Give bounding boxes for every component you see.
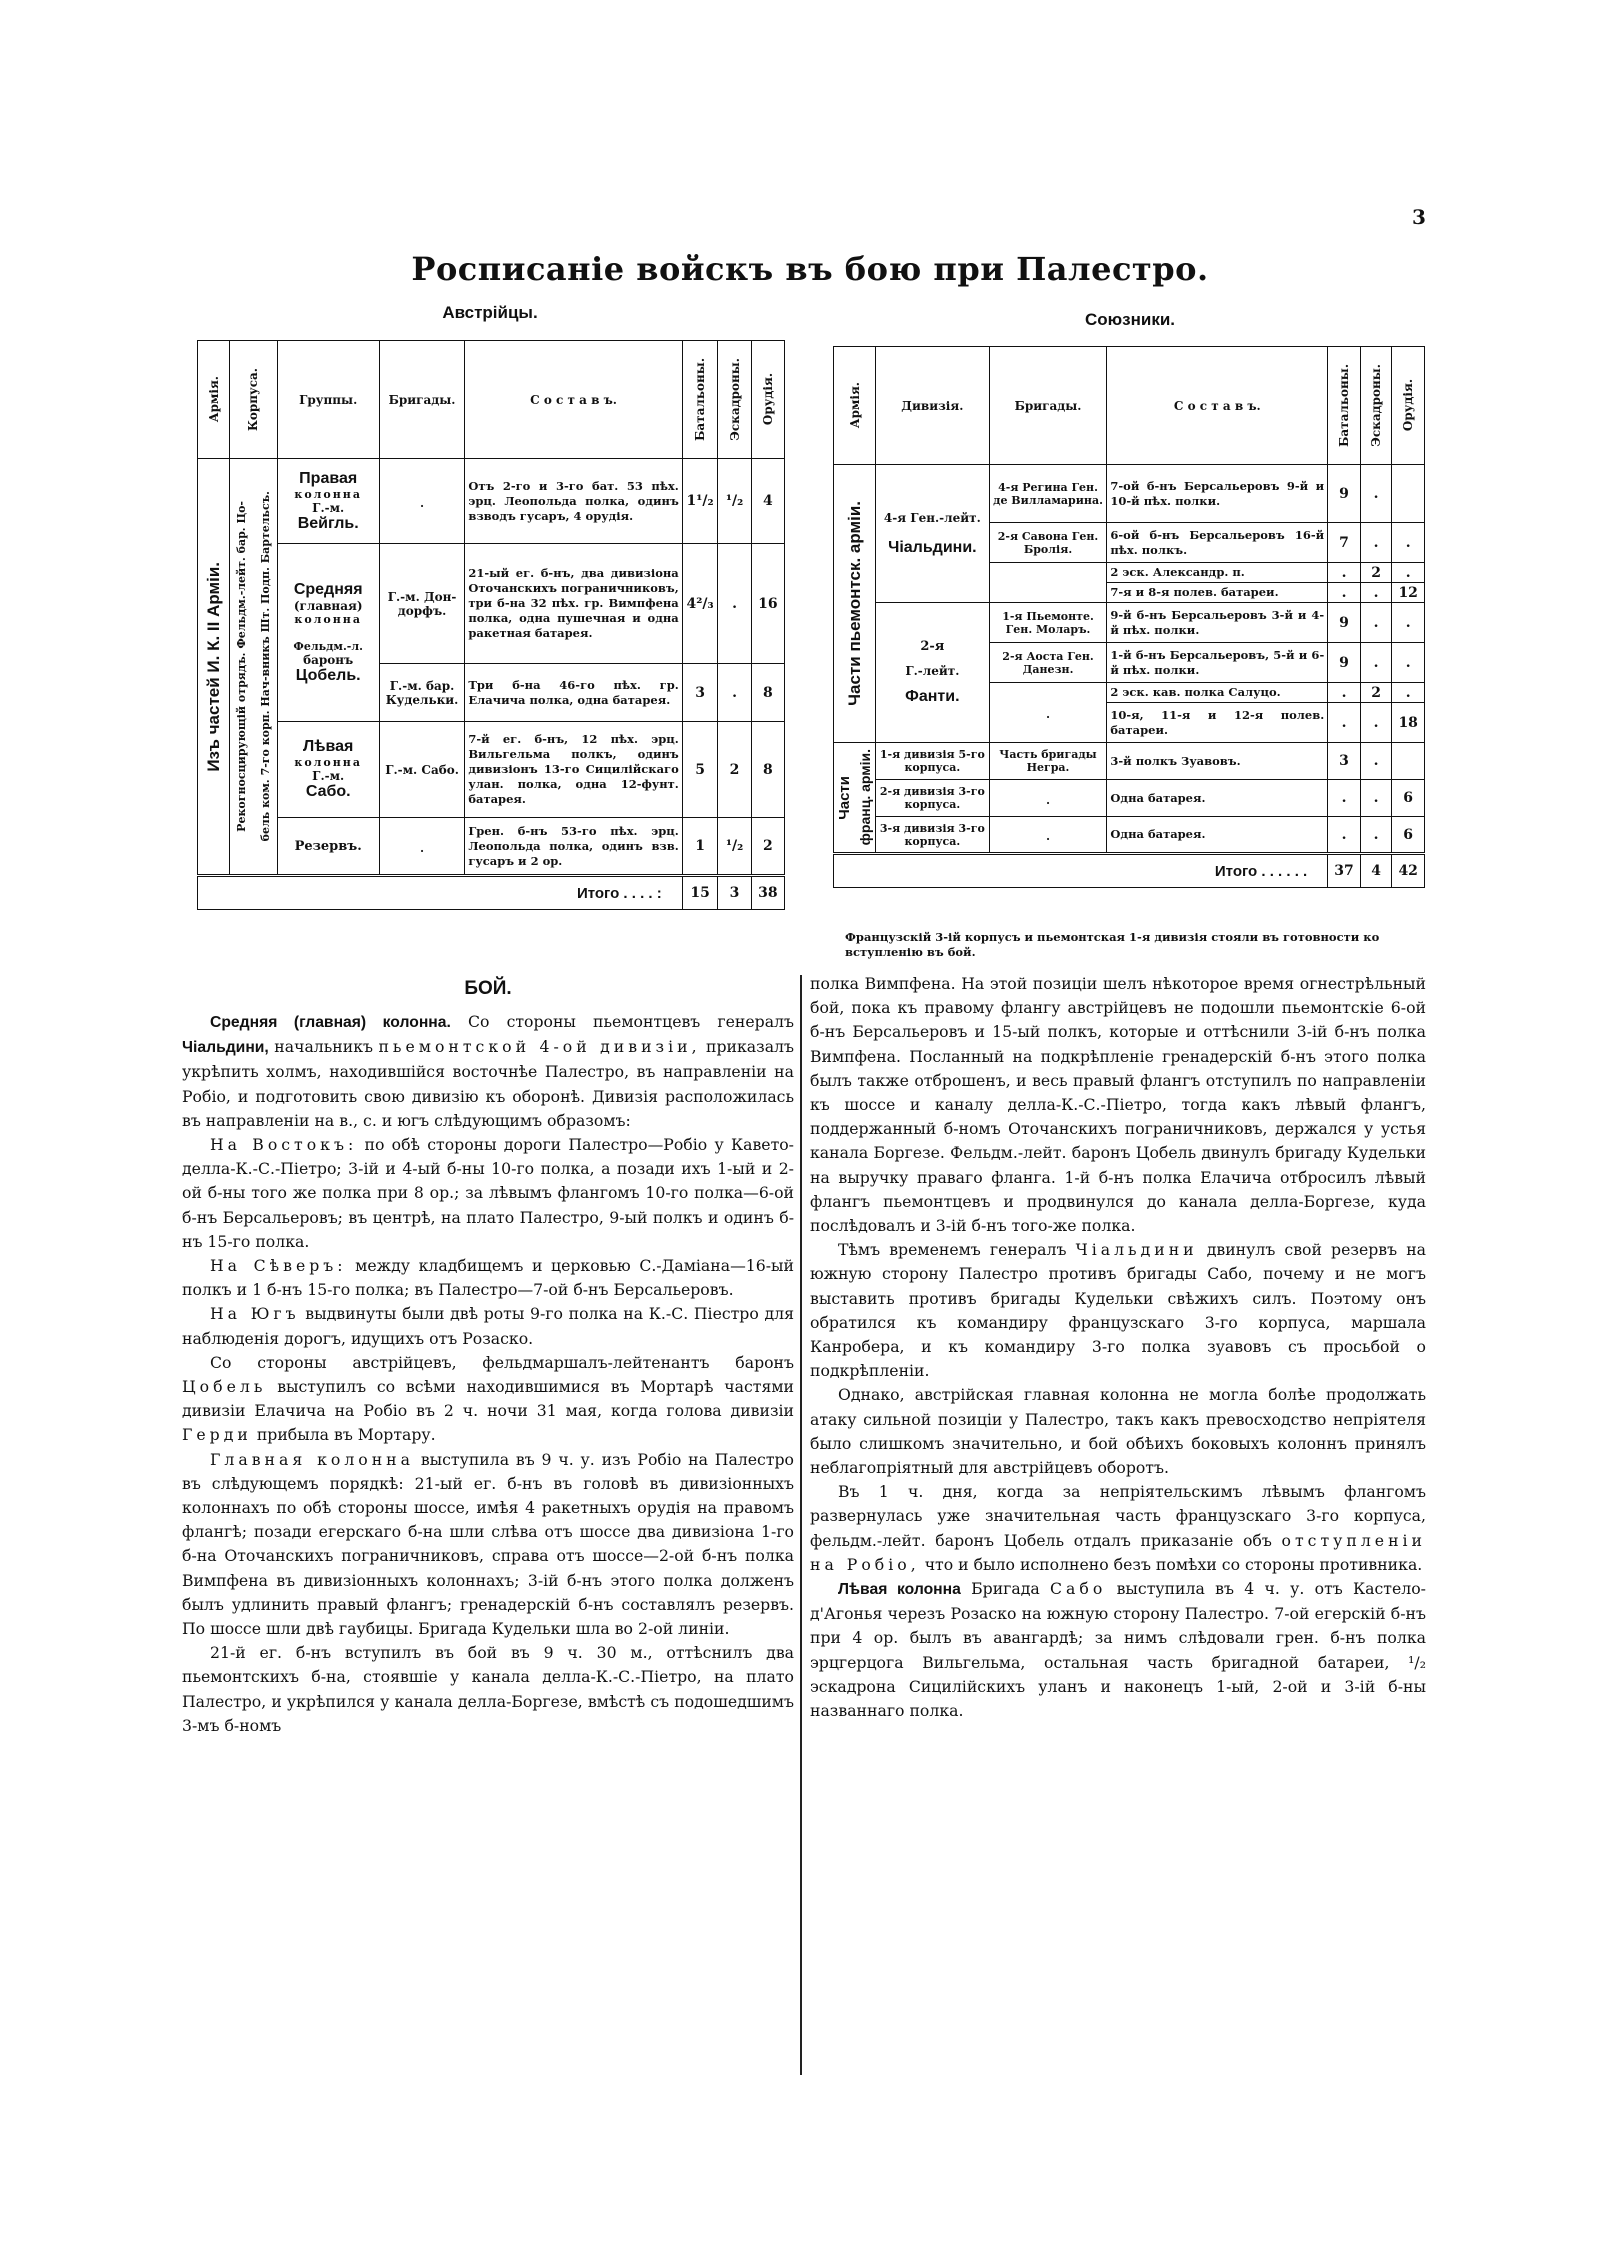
- battalions-cell: 3: [682, 664, 718, 722]
- composition-cell: 9-й б-нъ Берсальеровъ 3-й и 4-й пѣх. полки.: [1107, 603, 1328, 643]
- header-squadrons: Эскадроны.: [1360, 347, 1392, 465]
- table-row: [834, 817, 1425, 854]
- brigade-cell: [989, 563, 1107, 603]
- corps-label: [230, 459, 278, 876]
- battalions-cell: 9: [1328, 465, 1361, 523]
- paragraph: Лѣвая колонна Бригада Сабо выступила въ 4 ч. у. отъ Кастело-д'Агонья черезъ Розаско на южную сторону Палестро. 7-ой егерскій б-нъ при 4 ор. былъ въ авангардѣ; за нимъ слѣдовали грен. б-нъ полка эрцгерцога Вильгельма, остальная часть бригадной батареи, ¹/₂ эскадрона Сицилійскихъ уланъ и наконецъ 1-ый, 2-ой и 3-ій б-ны названнаго полка.: [810, 1579, 1426, 1721]
- battalions-cell: 9: [1328, 643, 1361, 683]
- header-corps: Корпуса.: [230, 341, 278, 459]
- squadrons-cell: .: [718, 544, 751, 664]
- guns-cell: 16: [751, 544, 784, 664]
- right-text-column: [810, 972, 1426, 1723]
- squadrons-cell: .: [1360, 780, 1392, 817]
- group-cell: Лѣвая колонна Г.-м. Сабо.: [277, 722, 379, 818]
- section-heading-battle: БОЙ.: [464, 978, 512, 999]
- total-battalions: 15: [682, 876, 718, 910]
- table-row: [834, 465, 1425, 523]
- table-header-row: [834, 347, 1425, 465]
- table-footnote: Французскій 3-ій корпусъ и пьемонтская 1-я дивизія стояли въ готовности ко вступленію въ бой.: [845, 930, 1380, 959]
- total-label: Итого . . . . . .: [834, 854, 1328, 888]
- guns-cell: 12: [1392, 583, 1425, 603]
- paragraph: На Востокъ: по обѣ стороны дороги Палестро—Робіо у Кавето-делла-К.-С.-Піетро; 3-ій и 4-ый б-ны 10-го полка, а позади ихъ 1-ый и 2-ой б-ны того же полка при 8 ор.; за лѣвымъ флангомъ 10-го полка—6-ой б-нъ Берсальеровъ; въ центрѣ, на плато Палестро, 9-ый полкъ и одинъ б-нъ 15-го полка.: [182, 1135, 794, 1251]
- guns-cell: .: [1392, 643, 1425, 683]
- table-row: [834, 603, 1425, 643]
- corps-label-line-2: бель ком. 7-го корп. Нач-вникъ Шт. Подп. Бартельсъ.: [258, 491, 272, 842]
- guns-cell: [1392, 465, 1425, 523]
- composition-cell: 7-й ег. б-нъ, 12 пѣх. эрц. Вильгельма полкъ, одинъ дивизіонъ 13-го Сицилійскаго улан. полка, одна 12-фунт. батарея.: [465, 722, 682, 818]
- guns-cell: 6: [1392, 780, 1425, 817]
- brigade-cell: 2-я Савона Ген. Бролія.: [989, 523, 1107, 563]
- squadrons-cell: .: [1360, 743, 1392, 780]
- army-piedmont-label: Части пьемонтск. арміи.: [834, 465, 876, 743]
- squadrons-cell: .: [1360, 703, 1392, 743]
- composition-cell: 3-й полкъ Зуавовъ.: [1107, 743, 1328, 780]
- squadrons-cell: .: [1360, 523, 1392, 563]
- total-row: [834, 854, 1425, 888]
- battalions-cell: .: [1328, 817, 1361, 854]
- battalions-cell: 7: [1328, 523, 1361, 563]
- brigade-cell: .: [379, 459, 465, 544]
- squadrons-cell: .: [1360, 643, 1392, 683]
- paragraph: Со стороны австрійцевъ, фельдмаршалъ-лейтенантъ баронъ Цобель выступилъ со всѣми находившимися въ Мортарѣ частями дивизіи Елачича на Робіо въ 2 ч. ночи 31 мая, когда голова дивизіи Герди прибыла въ Мортару.: [182, 1352, 794, 1445]
- header-guns: Орудія.: [1392, 347, 1425, 465]
- brigade-cell: .: [989, 780, 1107, 817]
- total-battalions: 37: [1328, 854, 1361, 888]
- brigade-cell: .: [379, 818, 465, 876]
- brigade-cell: 2-я Аоста Ген. Данезн.: [989, 643, 1107, 683]
- guns-cell: 8: [751, 664, 784, 722]
- composition-cell: 1-й б-нъ Берсальеровъ, 5-й и 6-й пѣх. полки.: [1107, 643, 1328, 683]
- group-cell: Резервъ.: [277, 818, 379, 876]
- division-cell: 3-я дивизія 3-го корпуса.: [876, 817, 990, 854]
- paragraph: На Югъ выдвинуты были двѣ роты 9-го полка на К.-С. Піестро для наблюденія дорогъ, идущихъ отъ Розаско.: [182, 1304, 794, 1348]
- guns-cell: 2: [751, 818, 784, 876]
- guns-cell: .: [1392, 683, 1425, 703]
- squadrons-cell: 2: [718, 722, 751, 818]
- squadrons-cell: ¹/₂: [718, 818, 751, 876]
- brigade-cell: 4-я Регина Ген. де Вилламарина.: [989, 465, 1107, 523]
- header-groups: Группы.: [277, 341, 379, 459]
- guns-cell: 6: [1392, 817, 1425, 854]
- total-guns: 42: [1392, 854, 1425, 888]
- battalions-cell: .: [1328, 703, 1361, 743]
- division-cell: 1-я дивизія 5-го корпуса.: [876, 743, 990, 780]
- table-header-row: [198, 341, 785, 459]
- brigade-cell: Г.-м. Сабо.: [379, 722, 465, 818]
- squadrons-cell: ¹/₂: [718, 459, 751, 544]
- page-number: 3: [1412, 205, 1426, 229]
- paragraph: На Сѣверъ: между кладбищемъ и церковью С.-Даміана—16-ый полкъ и 1 б-нъ 15-го полка; въ Палестро—7-ой б-нъ Берсальеровъ.: [182, 1256, 794, 1300]
- austrians-heading: Австрійцы.: [442, 303, 538, 322]
- battalions-cell: .: [1328, 563, 1361, 583]
- guns-cell: .: [1392, 603, 1425, 643]
- header-brigades: Бригады.: [379, 341, 465, 459]
- header-guns: Орудія.: [751, 341, 784, 459]
- allies-heading: Союзники.: [1084, 310, 1176, 329]
- battalions-cell: 5: [682, 722, 718, 818]
- composition-cell: 10-я, 11-я и 12-я полев. батареи.: [1107, 703, 1328, 743]
- corps-label-line-1: Рекогносцирующій отрядъ. Фельдм.-лейт. бар. Цо-: [234, 501, 248, 832]
- header-division: Дивизія.: [876, 347, 990, 465]
- composition-cell: 7-ой б-нъ Берсальеровъ 9-й и 10-й пѣх. полки.: [1107, 465, 1328, 523]
- composition-cell: Отъ 2-го и 3-го бат. 53 пѣх. эрц. Леопольда полка, одинъ взводъ гусаръ, 4 орудія.: [465, 459, 682, 544]
- army-french-label: Части франц. арміи.: [834, 743, 876, 854]
- composition-cell: Одна батарея.: [1107, 780, 1328, 817]
- header-battalions: Батальоны.: [1328, 347, 1361, 465]
- guns-cell: [1392, 743, 1425, 780]
- composition-cell: Грен. б-нъ 53-го пѣх. эрц. Леопольда полка, одинъ взв. гусаръ и 2 ор.: [465, 818, 682, 876]
- header-army: Армія.: [198, 341, 230, 459]
- austrian-order-of-battle-table: [197, 340, 785, 910]
- composition-cell: 7-я и 8-я полев. батареи.: [1107, 583, 1328, 603]
- guns-cell: 4: [751, 459, 784, 544]
- paragraph: Главная колонна выступила въ 9 ч. у. изъ Робіо на Палестро въ слѣдующемъ порядкѣ: 21-ый ег. б-нъ въ головѣ въ дивизіонныхъ колоннахъ по обѣ стороны шоссе, имѣя 4 ракетныхъ орудія на правомъ флангѣ; позади егерскаго б-на шли слѣва отъ шоссе два дивизіона 1-го б-на Оточанскихъ пограничниковъ, справа отъ шоссе—2-ой б-нъ полка Вимпфена въ дивизіонныхъ колоннахъ; 3-ій б-нъ этого полка долженъ былъ удлинить правый флангъ; гренадерскій б-нъ составлялъ резервъ. По шоссе шли двѣ гаубицы. Бригада Кудельки шла во 2-ой линіи.: [182, 1449, 794, 1639]
- total-guns: 38: [751, 876, 784, 910]
- battalions-cell: .: [1328, 683, 1361, 703]
- squadrons-cell: .: [718, 664, 751, 722]
- paragraph: Однако, австрійская главная колонна не могла болѣе продолжать атаку сильной позиціи у Палестро, такъ какъ превосходство непріятеля было слишкомъ значительно, и бой обѣихъ боковыхъ колоннъ принялъ неблагопріятный для австрійцевъ оборотъ.: [810, 1385, 1426, 1478]
- paragraph: полка Вимпфена. На этой позиціи шелъ нѣкоторое время огнестрѣльный бой, пока къ правому флангу австрійцевъ не подошли пьемонтскіе 6-ой б-нъ Берсальеровъ и 15-ый полкъ, которые и оттѣснили 3-ій б-нъ полка Вимпфена. Посланный на подкрѣпленіе гренадерскій б-нъ этого полка былъ также отброшенъ, и весь правый флангъ отступилъ по направленіи къ шоссе и каналу делла-К.-С.-Піетро, тогда какъ лѣвый флангъ, поддержанный б-номъ Оточанскихъ пограничниковъ, держался у устья канала Боргезе. Фельдм.-лейт. баронъ Цобель двинулъ бригаду Кудельки на выручку праваго фланга. 1-й б-нъ полка Елачича отбросилъ лѣвый флангъ пьемонтцевъ и продвинулся до канала делла-Боргезе, куда послѣдовалъ и 3-ій б-нъ того-же полка.: [810, 974, 1426, 1236]
- composition-cell: Одна батарея.: [1107, 817, 1328, 854]
- battalions-cell: 1: [682, 818, 718, 876]
- brigade-cell: 1-я Пьемонте. Ген. Моларъ.: [989, 603, 1107, 643]
- brigade-cell: .: [989, 817, 1107, 854]
- header-composition: С о с т а в ъ.: [465, 341, 682, 459]
- brigade-cell: Часть бригады Негра.: [989, 743, 1107, 780]
- page-title: Росписаніе войскъ въ бою при Палестро.: [411, 250, 1209, 288]
- group-cell: Правая колонна Г.-м. Вейгль.: [277, 459, 379, 544]
- guns-cell: 8: [751, 722, 784, 818]
- battalions-cell: 4²/₃: [682, 544, 718, 664]
- left-text-column: [182, 1010, 794, 1738]
- battalions-cell: 9: [1328, 603, 1361, 643]
- header-brigades: Бригады.: [989, 347, 1107, 465]
- guns-cell: 18: [1392, 703, 1425, 743]
- header-battalions: Батальоны.: [682, 341, 718, 459]
- composition-cell: 2 эск. кав. полка Салуцо.: [1107, 683, 1328, 703]
- division-cell: 4-я Ген.-лейт. Чіальдини.: [876, 465, 990, 603]
- battalions-cell: 3: [1328, 743, 1361, 780]
- total-squadrons: 4: [1360, 854, 1392, 888]
- header-squadrons: Эскадроны.: [718, 341, 751, 459]
- battalions-cell: 1¹/₂: [682, 459, 718, 544]
- total-squadrons: 3: [718, 876, 751, 910]
- total-label: Итого . . . . :: [198, 876, 683, 910]
- squadrons-cell: 2: [1360, 683, 1392, 703]
- allied-order-of-battle-table: [833, 346, 1425, 888]
- guns-cell: .: [1392, 563, 1425, 583]
- brigade-cell: .: [989, 683, 1107, 743]
- total-row: [198, 876, 785, 910]
- squadrons-cell: .: [1360, 603, 1392, 643]
- battalions-cell: .: [1328, 780, 1361, 817]
- squadrons-cell: 2: [1360, 563, 1392, 583]
- composition-cell: 2 эск. Александр. п.: [1107, 563, 1328, 583]
- army-label: Изъ частей И. К. II Арміи.: [198, 459, 230, 876]
- squadrons-cell: .: [1360, 817, 1392, 854]
- header-composition: С о с т а в ъ.: [1107, 347, 1328, 465]
- squadrons-cell: .: [1360, 583, 1392, 603]
- paragraph: Въ 1 ч. дня, когда за непріятельскимъ лѣвымъ флангомъ развернулась уже значительная часть французскаго 3-го корпуса, фельдм.-лейт. баронъ Цобель отдалъ приказаніе объ отступленіи на Робіо, что и было исполнено безъ помѣхи со стороны противника.: [810, 1482, 1426, 1574]
- composition-cell: 6-ой б-нъ Берсальеровъ 16-й пѣх. полкъ.: [1107, 523, 1328, 563]
- division-cell: 2-я дивизія 3-го корпуса.: [876, 780, 990, 817]
- brigade-cell: Г.-м. бар. Кудельки.: [379, 664, 465, 722]
- composition-cell: 21-ый ег. б-нъ, два дивизіона Оточанскихъ пограничниковъ, три б-на 32 пѣх. гр. Вимпфена полка, одна пушечная и одна ракетная батарея.: [465, 544, 682, 664]
- paragraph: Средняя (главная) колонна. Со стороны пьемонтцевъ генералъ Чіальдини, начальникъ пьемонтской 4-ой дивизіи, приказалъ укрѣпить холмъ, находившійся восточнѣе Палестро, въ направленіи на Робіо, и подготовить свою дивизію къ оборонѣ. Дивизія расположилась въ направленіи на в., с. и югъ слѣдующимъ образомъ:: [182, 1012, 794, 1130]
- column-divider: [800, 975, 802, 2075]
- table-row: [198, 544, 785, 664]
- paragraph: Тѣмъ временемъ генералъ Чіальдини двинулъ свой резервъ на южную сторону Палестро противъ бригады Сабо, почему и не могъ выставить противъ бригады Кудельки свѣжихъ силъ. Поэтому онъ обратился къ командиру французскаго 3-го корпуса, маршала Канробера, и къ командиру 3-го полка зуавовъ съ просьбой о подкрѣпленіи.: [810, 1240, 1426, 1381]
- composition-cell: Три б-на 46-го пѣх. гр. Елачича полка, одна батарея.: [465, 664, 682, 722]
- battalions-cell: .: [1328, 583, 1361, 603]
- table-row: [198, 459, 785, 544]
- table-row: [834, 780, 1425, 817]
- brigade-cell: Г.-м. Дон-дорфъ.: [379, 544, 465, 664]
- header-army: Армія.: [834, 347, 876, 465]
- division-cell: 2-я Г.-лейт. Фанти.: [876, 603, 990, 743]
- paragraph: 21-й ег. б-нъ вступилъ въ бой въ 9 ч. 30 м., оттѣснилъ два пьемонтскихъ б-на, стоявшіе у канала делла-К.-С.-Піетро, на плато Палестро, и укрѣпился у канала делла-Боргезе, вмѣстѣ съ подошедшимъ 3-мъ б-номъ: [182, 1643, 794, 1735]
- guns-cell: .: [1392, 523, 1425, 563]
- squadrons-cell: .: [1360, 465, 1392, 523]
- table-row: [198, 722, 785, 818]
- group-cell: Средняя (главная) колонна Фельдм.-л. баронъ Цобель.: [277, 544, 379, 722]
- table-row: [198, 818, 785, 876]
- table-row: [834, 743, 1425, 780]
